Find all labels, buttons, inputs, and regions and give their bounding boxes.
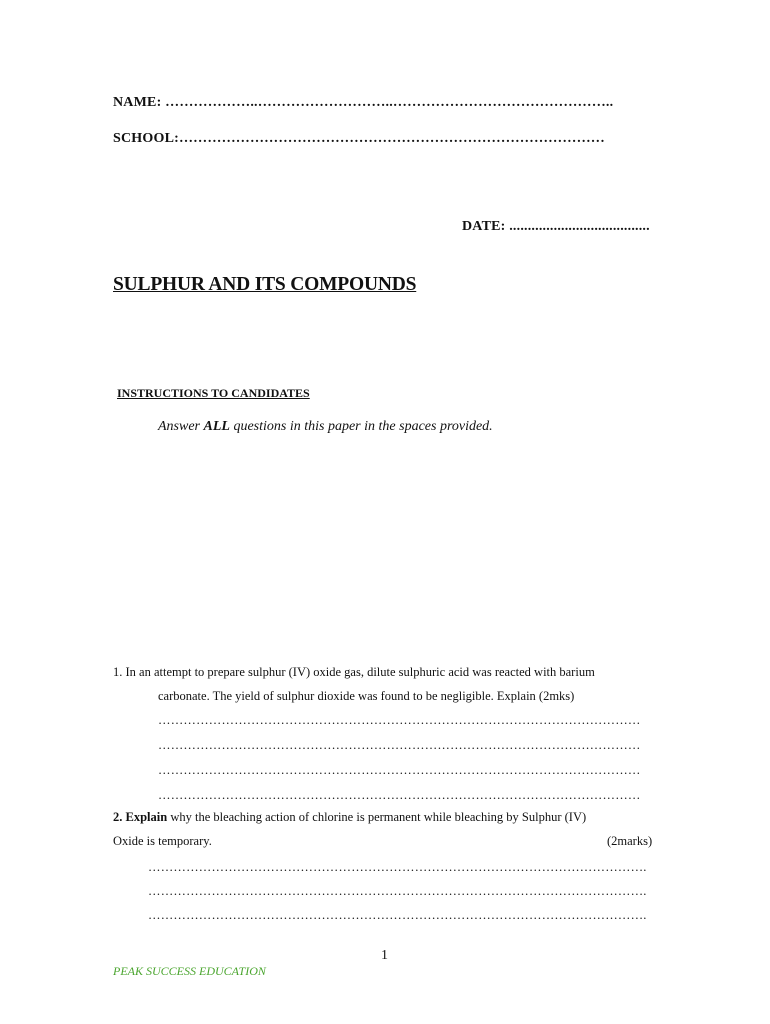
question-2-marks: (2marks): [607, 834, 653, 848]
answer-line: ……………………………………………………………………………………………………: [158, 788, 641, 802]
answer-line: ……………………………………………………………………………………………………: [158, 763, 641, 777]
answer-line: ……………………………………………………………………………………………………….: [148, 860, 647, 874]
question-2-line-2: Oxide is temporary.: [113, 834, 212, 848]
instructions-emphasis: ALL: [203, 419, 230, 434]
question-1-line-2: carbonate. The yield of sulphur dioxide was found to be negligible. Explain (2mks): [158, 689, 575, 703]
name-field-label: NAME: ………………..………………………..………………………………………..: [113, 95, 614, 110]
school-field-label: SCHOOL:………………………………………………………………………………: [113, 131, 605, 146]
instructions-text: Answer ALL questions in this paper in the spaces provided.: [158, 419, 493, 434]
instructions-heading: INSTRUCTIONS TO CANDIDATES: [117, 386, 310, 400]
answer-line: ……………………………………………………………………………………………………: [158, 713, 641, 727]
footer-brand: PEAK SUCCESS EDUCATION: [113, 964, 266, 978]
question-2-keyword: Explain: [125, 810, 168, 824]
date-field-label: DATE: ......................................: [462, 219, 650, 234]
answer-line: ……………………………………………………………………………………………………….: [148, 884, 647, 898]
answer-line: ……………………………………………………………………………………………………….: [148, 908, 647, 922]
answer-line: ……………………………………………………………………………………………………: [158, 738, 641, 752]
page-number: 1: [381, 948, 388, 963]
page-title: SULPHUR AND ITS COMPOUNDS: [113, 274, 417, 295]
question-2-line-1: 2. Explain why the bleaching action of chlorine is permanent while bleaching by Sulphur (IV): [113, 810, 587, 824]
question-1-line-1: 1. In an attempt to prepare sulphur (IV) oxide gas, dilute sulphuric acid was reacted with barium: [113, 665, 595, 679]
